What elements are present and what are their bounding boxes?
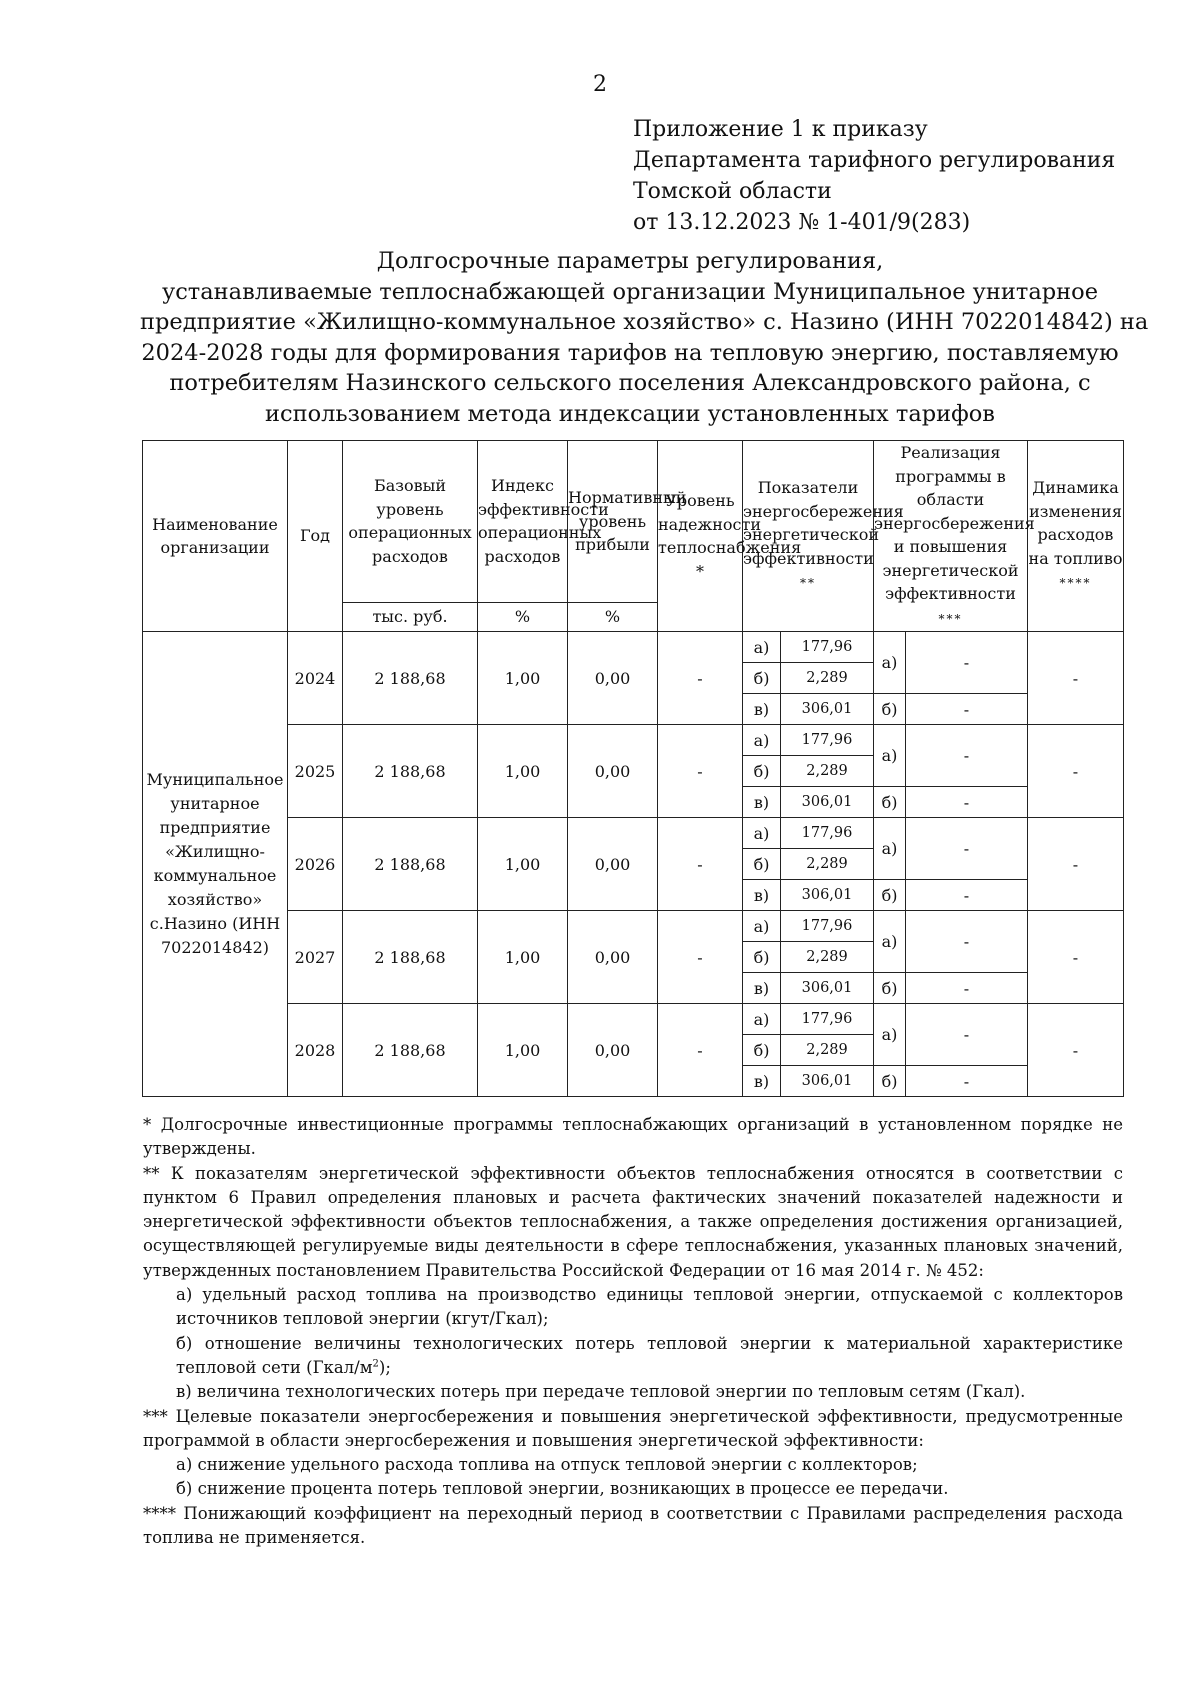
- program-label: а): [874, 911, 906, 973]
- fuel-cell: -: [1028, 911, 1124, 1004]
- footnote-item: в) величина технологических потерь при передаче тепловой энергии по тепловым сетям (Гкал).: [176, 1382, 1026, 1402]
- program-value: -: [906, 880, 1028, 911]
- title-line: Долгосрочные параметры регулирования,: [376, 248, 884, 274]
- year-cell: 2025: [288, 725, 343, 818]
- year-cell: 2026: [288, 818, 343, 911]
- indicator-label: а): [743, 725, 781, 756]
- indicator-value: 2,289: [781, 756, 874, 787]
- profit-cell: 0,00: [568, 911, 658, 1004]
- footnote-item: а) снижение удельного расхода топлива на отпуск тепловой энергии с коллекторов;: [176, 1455, 918, 1475]
- index-cell: 1,00: [478, 725, 568, 818]
- index-cell: 1,00: [478, 911, 568, 1004]
- program-label: б): [874, 973, 906, 1004]
- indicator-label: б): [743, 756, 781, 787]
- indicator-value: 2,289: [781, 849, 874, 880]
- indicator-label: в): [743, 880, 781, 911]
- indicator-value: 2,289: [781, 1035, 874, 1066]
- footnote: ** К показателям энергетической эффективности объектов теплоснабжения относятся в соответствии с пунктом 6 Правил определения плановых и расчета фактических значений показателей надежности и энергетической эффективности объектов теплоснабжения, а также определения достижения организацией, осуществляющей регулируемые виды деятельности в сфере теплоснабжения, указанных плановых значений, утвержденных постановлением Правительства Российской Федерации от 16 мая 2014 г. № 452:: [143, 1163, 1123, 1280]
- table-row: [143, 818, 1124, 849]
- reliability-cell: -: [658, 911, 743, 1004]
- indicator-value: 306,01: [781, 694, 874, 725]
- base-cell: 2 188,68: [343, 725, 478, 818]
- indicator-value: 177,96: [781, 911, 874, 942]
- header-program: Реализация программы в области энергосбережения и повышения энергетической эффективности ***: [874, 441, 1028, 632]
- header-energy-efficiency: Показатели энергосбережения энергетической эффективности **: [743, 441, 874, 632]
- header-fuel: Динамика изменения расходов на топливо ****: [1028, 441, 1124, 632]
- indicator-label: в): [743, 1066, 781, 1097]
- profit-cell: 0,00: [568, 632, 658, 725]
- header-reliability: Уровень надежности теплоснабжения *: [658, 441, 743, 632]
- program-value: -: [906, 1066, 1028, 1097]
- index-cell: 1,00: [478, 632, 568, 725]
- indicator-value: 177,96: [781, 632, 874, 663]
- unit-profit: %: [568, 602, 658, 631]
- header-org: Наименование организации: [143, 441, 288, 632]
- footnotes: [143, 1113, 1123, 1550]
- program-value: -: [906, 725, 1028, 787]
- header-profit: Нормативный уровень прибыли: [568, 441, 658, 603]
- indicator-label: а): [743, 911, 781, 942]
- base-cell: 2 188,68: [343, 818, 478, 911]
- program-value: -: [906, 694, 1028, 725]
- footnote: *** Целевые показатели энергосбережения и повышения энергетической эффективности, предусмотренные программой в области энергосбережения и повышения энергетической эффективности:: [143, 1406, 1123, 1450]
- indicator-label: в): [743, 787, 781, 818]
- appendix-line: от 13.12.2023 № 1-401/9(283): [633, 210, 971, 235]
- program-value: -: [906, 911, 1028, 973]
- title-line: предприятие «Жилищно-коммунальное хозяйство» с. Назино (ИНН 7022014842) на: [140, 309, 1149, 335]
- program-label: б): [874, 694, 906, 725]
- header-base: Базовый уровень операционных расходов: [343, 441, 478, 603]
- program-label: а): [874, 725, 906, 787]
- footnote-mark: ***: [938, 611, 963, 626]
- header-index: Индекс эффективности операционных расходов: [478, 441, 568, 603]
- title-line: использованием метода индексации установленных тарифов: [265, 400, 995, 427]
- fuel-cell: -: [1028, 818, 1124, 911]
- year-cell: 2024: [288, 632, 343, 725]
- unit-index: %: [478, 602, 568, 631]
- document-title: [140, 246, 1149, 429]
- indicator-label: б): [743, 849, 781, 880]
- index-cell: 1,00: [478, 818, 568, 911]
- index-cell: 1,00: [478, 1004, 568, 1097]
- indicator-value: 177,96: [781, 1004, 874, 1035]
- appendix-line: Департамента тарифного регулирования: [633, 148, 1116, 173]
- indicator-value: 306,01: [781, 787, 874, 818]
- reliability-cell: -: [658, 1004, 743, 1097]
- profit-cell: 0,00: [568, 818, 658, 911]
- footnote-item: б) отношение величины технологических потерь тепловой энергии к материальной характеристике тепловой сети $(Гкал/м^2)$;: [176, 1333, 1123, 1377]
- program-label: б): [874, 1066, 906, 1097]
- org-name: Муниципальное унитарное предприятие «Жилищно-коммунальное хозяйство» с.Назино (ИНН 7022014842): [143, 632, 288, 1097]
- program-value: -: [906, 632, 1028, 694]
- program-label: а): [874, 1004, 906, 1066]
- indicator-label: а): [743, 632, 781, 663]
- indicator-label: а): [743, 818, 781, 849]
- indicator-value: 306,01: [781, 880, 874, 911]
- footnote-item: а) удельный расход топлива на производство единицы тепловой энергии, отпускаемой с коллекторов источников тепловой энергии (кгут/Гкал);: [176, 1285, 1123, 1329]
- footnote-item: б) снижение процента потерь тепловой энергии, возникающих в процессе ее передачи.: [176, 1479, 949, 1499]
- profit-cell: 0,00: [568, 725, 658, 818]
- footnote-mark: **: [800, 576, 816, 591]
- indicator-label: б): [743, 1035, 781, 1066]
- program-label: а): [874, 818, 906, 880]
- indicator-label: б): [743, 663, 781, 694]
- indicator-value: 177,96: [781, 818, 874, 849]
- program-value: -: [906, 973, 1028, 1004]
- title-line: 2024-2028 годы для формирования тарифов на тепловую энергию, поставляемую: [141, 339, 1119, 366]
- parameters-table: [142, 440, 1124, 1097]
- table-row: [143, 725, 1124, 756]
- program-value: -: [906, 787, 1028, 818]
- table-row: [143, 632, 1124, 663]
- page-number: 2: [593, 72, 607, 97]
- appendix-header: [633, 114, 1115, 238]
- indicator-value: 2,289: [781, 663, 874, 694]
- program-label: б): [874, 880, 906, 911]
- appendix-line: Приложение 1 к приказу: [633, 117, 928, 142]
- header-year: Год: [288, 441, 343, 632]
- fuel-cell: -: [1028, 1004, 1124, 1097]
- indicator-label: в): [743, 694, 781, 725]
- indicator-label: в): [743, 973, 781, 1004]
- footnote: **** Понижающий коэффициент на переходный период в соответствии с Правилами распределения расхода топлива не применяется.: [143, 1503, 1123, 1548]
- program-label: а): [874, 632, 906, 694]
- title-line: потребителям Назинского сельского поселения Александровского района, с: [169, 370, 1091, 396]
- program-value: -: [906, 1004, 1028, 1066]
- table-row: [143, 1004, 1124, 1035]
- footnote-mark: ****: [1059, 576, 1092, 591]
- indicator-label: б): [743, 942, 781, 973]
- indicator-value: 306,01: [781, 973, 874, 1004]
- indicator-value: 177,96: [781, 725, 874, 756]
- appendix-line: Томской области: [633, 179, 832, 204]
- year-cell: 2028: [288, 1004, 343, 1097]
- base-cell: 2 188,68: [343, 632, 478, 725]
- title-line: устанавливаемые теплоснабжающей организации Муниципальное унитарное: [161, 278, 1099, 305]
- footnote: * Долгосрочные инвестиционные программы теплоснабжающих организаций в установленном порядке не утверждены.: [143, 1115, 1123, 1159]
- indicator-value: 2,289: [781, 942, 874, 973]
- base-cell: 2 188,68: [343, 911, 478, 1004]
- indicator-value: 306,01: [781, 1066, 874, 1097]
- base-cell: 2 188,68: [343, 1004, 478, 1097]
- fuel-cell: -: [1028, 632, 1124, 725]
- program-label: б): [874, 787, 906, 818]
- unit-base: тыс. руб.: [343, 602, 478, 631]
- fuel-cell: -: [1028, 725, 1124, 818]
- table-row: [143, 911, 1124, 942]
- profit-cell: 0,00: [568, 1004, 658, 1097]
- year-cell: 2027: [288, 911, 343, 1004]
- reliability-cell: -: [658, 818, 743, 911]
- reliability-cell: -: [658, 725, 743, 818]
- reliability-cell: -: [658, 632, 743, 725]
- indicator-label: а): [743, 1004, 781, 1035]
- program-value: -: [906, 818, 1028, 880]
- footnote-mark: *: [696, 561, 704, 581]
